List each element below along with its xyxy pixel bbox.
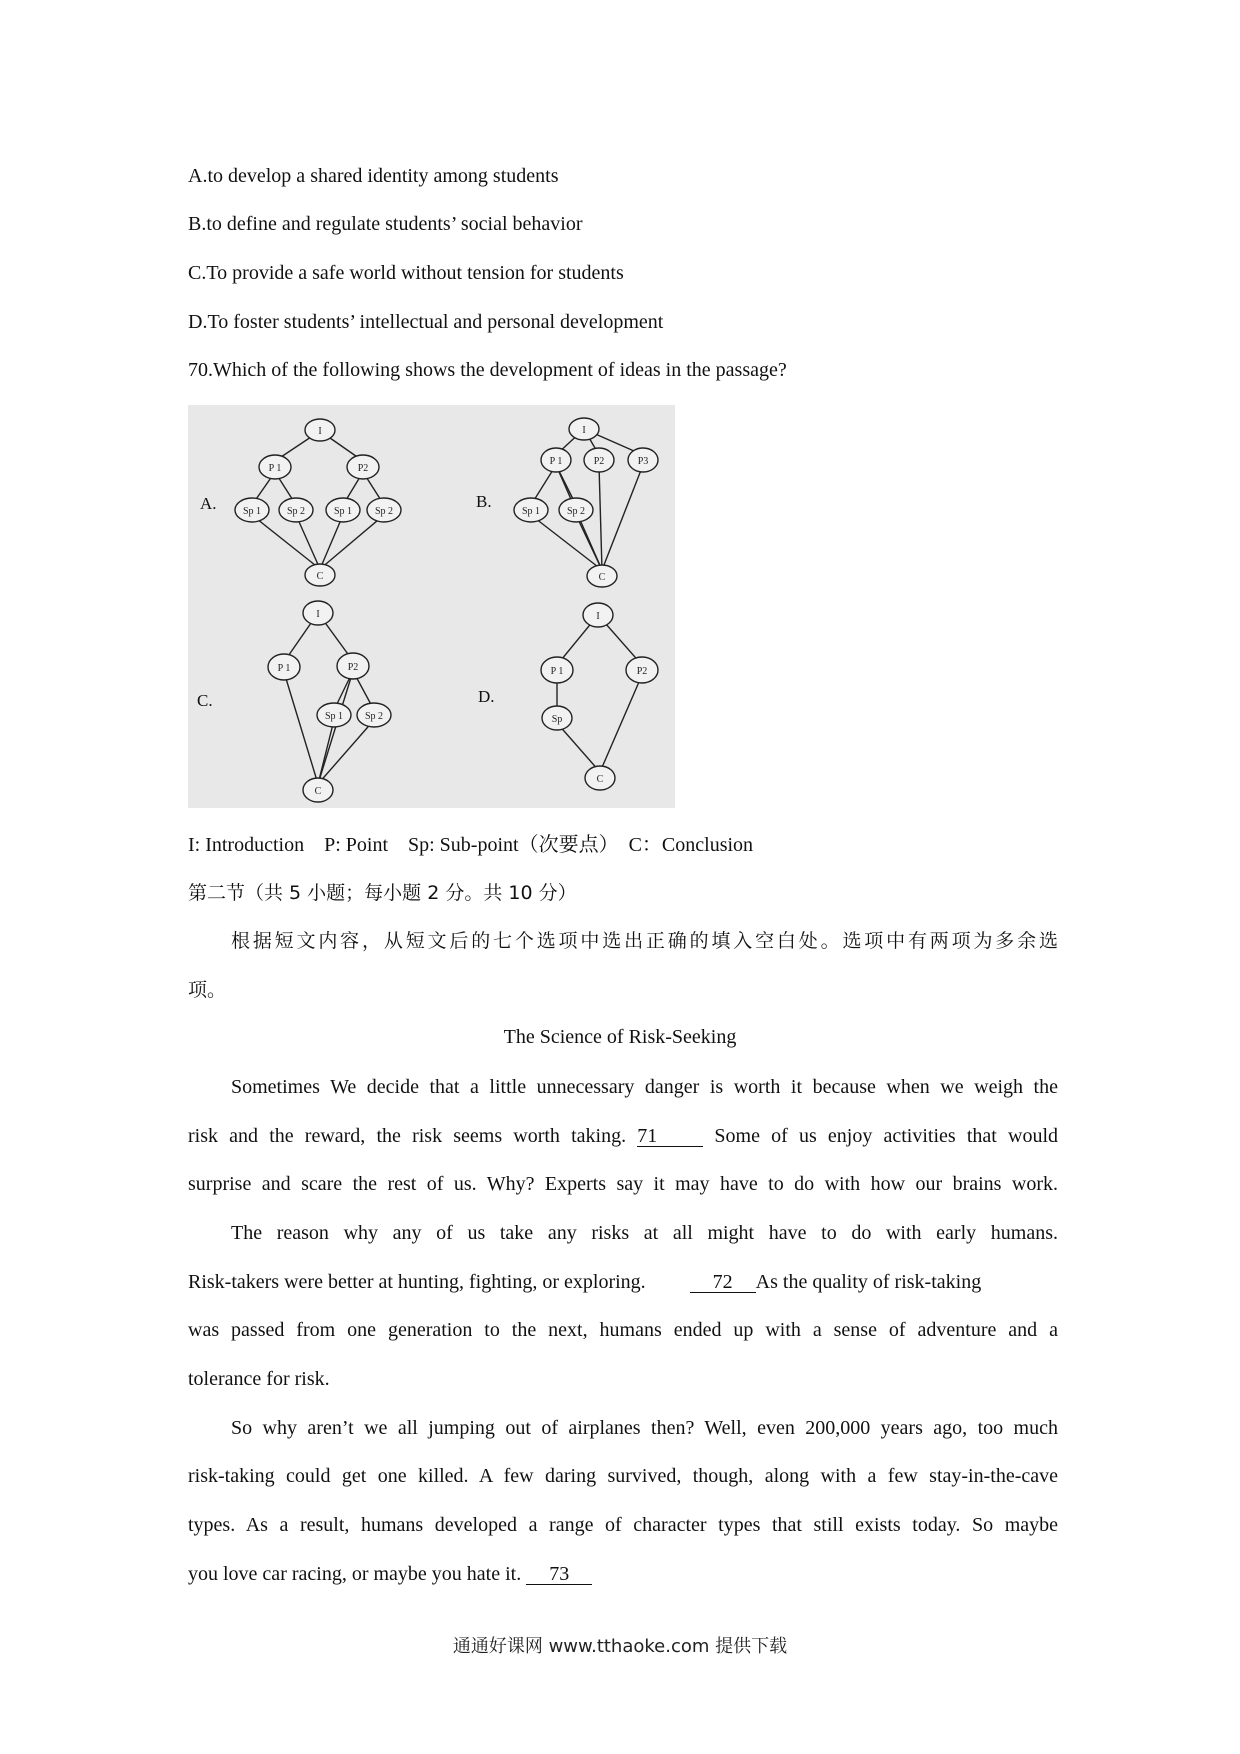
structure-diagram (188, 405, 675, 808)
passage-p2-text-b: As the quality of risk-taking (755, 1271, 982, 1293)
node-label-p1: P 1 (277, 663, 291, 674)
blank-71: 71 (637, 1126, 703, 1147)
question-70: 70.Which of the following shows the development of ideas in the passage? (188, 359, 787, 381)
node-label-i: I (318, 426, 322, 437)
passage-p2-line3: was passed from one generation to the next, humans ended up with a sense of adventure and a (188, 1319, 1058, 1341)
passage-p2-line2 (188, 1270, 1058, 1294)
passage-p3-line3: types. As a result, humans developed a range of character types that still exists today. So maybe (188, 1514, 1058, 1536)
passage-p3-text-a: you love car racing, or maybe you hate it. (188, 1563, 522, 1585)
node-label-sp1: Sp 1 (242, 506, 262, 517)
diagram-label-a: A. (200, 494, 217, 513)
node-label-sp: Sp (551, 714, 563, 725)
node-label-p3: P3 (637, 456, 649, 467)
section-2-instructions-line1: 根据短文内容，从短文后的七个选项中选出正确的填入空白处。选项中有两项为多余选 (231, 930, 1058, 952)
node-label-i: I (582, 425, 586, 436)
node-label-sp1: Sp 1 (324, 711, 344, 722)
option-b: B.to define and regulate students’ social behavior (188, 213, 583, 235)
blank-72: 72 (690, 1272, 756, 1293)
section-2-heading: 第二节（共 5 小题；每小题 2 分。共 10 分） (188, 882, 577, 904)
passage-p1-text-a: risk and the reward, the risk seems worth taking. (188, 1125, 627, 1147)
diagram-label-b: B. (476, 492, 492, 511)
node-label-c: C (596, 774, 604, 785)
node-label-c: C (314, 786, 322, 797)
passage-p1-line2 (188, 1124, 1058, 1148)
passage-p2-line4: tolerance for risk. (188, 1368, 330, 1390)
node-label-p2: P2 (357, 463, 369, 474)
blank-73: 73 (526, 1564, 592, 1585)
passage-title: The Science of Risk-Seeking (503, 1026, 737, 1048)
option-a: A.to develop a shared identity among students (188, 165, 559, 187)
node-label-sp2: Sp 2 (374, 506, 394, 517)
passage-p1-line1: Sometimes We decide that a little unnecessary danger is worth it because when we weigh the (231, 1076, 1058, 1098)
node-label-sp2: Sp 2 (566, 506, 586, 517)
node-label-c: C (316, 571, 324, 582)
diagram-label-d: D. (478, 687, 495, 706)
passage-p3-line2: risk-taking could get one killed. A few daring survived, though, along with a few stay-in-the-cave (188, 1465, 1058, 1487)
node-label-sp2: Sp 2 (286, 506, 306, 517)
node-label-p1: P 1 (550, 666, 564, 677)
node-label-sp1: Sp 1 (333, 506, 353, 517)
node-label-i: I (316, 609, 320, 620)
diagram-svg (188, 405, 675, 808)
option-c: C.To provide a safe world without tension for students (188, 262, 624, 284)
node-label-sp1: Sp 1 (521, 506, 541, 517)
node-label-p1: P 1 (549, 456, 563, 467)
node-label-p2: P2 (593, 456, 605, 467)
node-label-c: C (598, 572, 606, 583)
section-2-instructions-line2: 项。 (188, 979, 227, 1001)
passage-p3-line1: So why aren’t we all jumping out of airplanes then? Well, even 200,000 years ago, too much (231, 1417, 1058, 1439)
passage-p2-text-a: Risk-takers were better at hunting, fighting, or exploring. (188, 1271, 646, 1293)
page-footer: 通通好课网 www.tthaoke.com 提供下载 (452, 1636, 788, 1657)
passage-p1-text-b: Some of us enjoy activities that would (714, 1125, 1059, 1147)
node-label-p1: P 1 (268, 463, 282, 474)
node-label-p2: P2 (636, 666, 648, 677)
diagram-label-c: C. (197, 691, 213, 710)
node-label-sp2: Sp 2 (364, 711, 384, 722)
node-label-p2: P2 (347, 662, 359, 673)
passage-p1-line3: surprise and scare the rest of us. Why? Experts say it may have to do with how our brains work. (188, 1173, 1058, 1195)
node-label-i: I (596, 611, 600, 622)
passage-p3-line4 (188, 1562, 1058, 1586)
passage-p2-line1: The reason why any of us take any risks at all might have to do with early humans. (231, 1222, 1058, 1244)
option-d: D.To foster students’ intellectual and personal development (188, 311, 664, 333)
diagram-legend: I: Introduction P: Point Sp: Sub-point（次要点） C：Conclusion (188, 834, 754, 856)
